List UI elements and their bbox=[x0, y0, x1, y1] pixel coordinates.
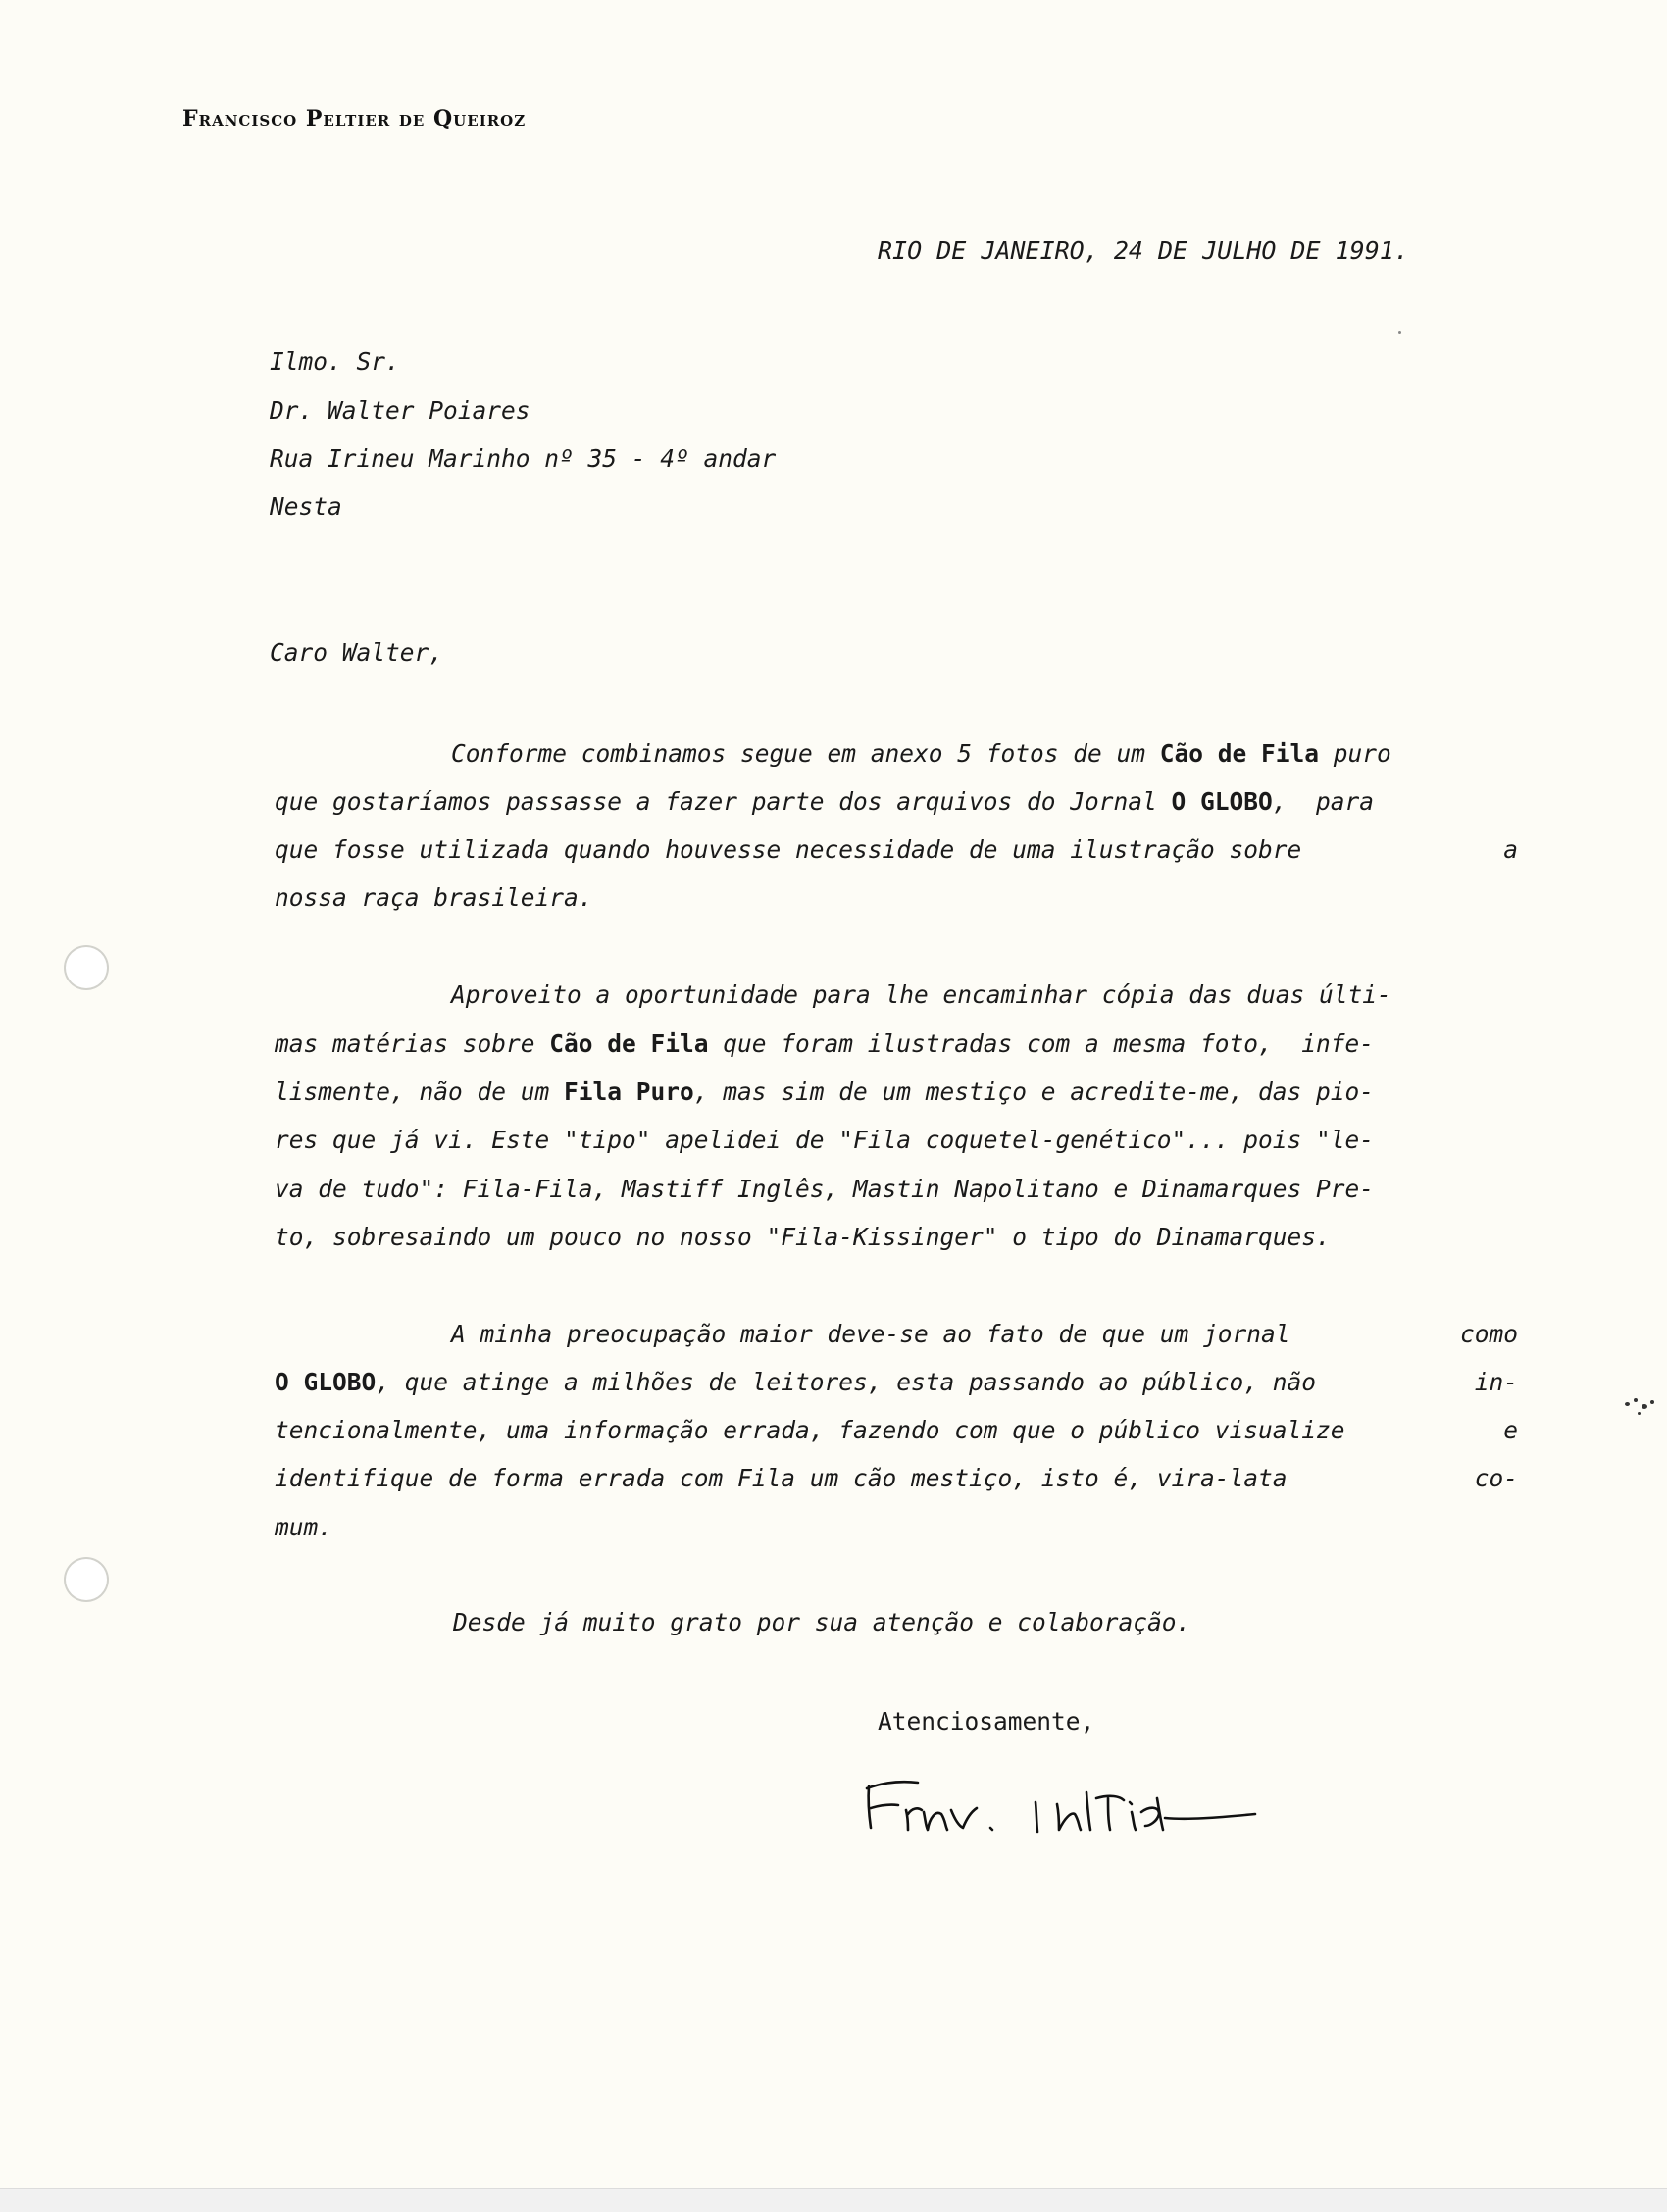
paragraph-3-line-3: tencionalmente, uma informação errada, fazendo com que o público visualize e bbox=[275, 1416, 1518, 1444]
recipient-line-2: Dr. Walter Poiares bbox=[270, 396, 530, 425]
recipient-line-1: Ilmo. Sr. bbox=[270, 347, 400, 376]
emphasis-o-globo: O GLOBO bbox=[1171, 787, 1273, 816]
ink-speck bbox=[1642, 1404, 1647, 1409]
letterhead: Francisco Peltier de Queiroz bbox=[182, 106, 527, 131]
paragraph-2-line-4: res que já vi. Este "tipo" apelidei de "Fila coquetel-genético"... pois "le- bbox=[275, 1126, 1375, 1154]
paragraph-2-line-6: to, sobresaindo um pouco no nosso "Fila-Kissinger" o tipo do Dinamarques. bbox=[275, 1223, 1331, 1251]
paragraph-1-line-3: que fosse utilizada quando houvesse necessidade de uma ilustração sobre a bbox=[275, 835, 1518, 864]
recipient-line-4: Nesta bbox=[270, 492, 342, 521]
paragraph-1-line-1: Conforme combinamos segue em anexo 5 fotos de um Cão de Fila puro bbox=[451, 739, 1391, 768]
date-line: RIO DE JANEIRO, 24 DE JULHO DE 1991. bbox=[878, 236, 1409, 265]
recipient-line-3: Rua Irineu Marinho nº 35 - 4º andar bbox=[270, 444, 777, 473]
ink-speck bbox=[1398, 331, 1401, 334]
punch-hole bbox=[64, 945, 109, 990]
scan-bottom-strip bbox=[0, 2188, 1667, 2212]
signature-drawing bbox=[863, 1753, 1334, 1841]
closing-line: Desde já muito grato por sua atenção e colaboração. bbox=[453, 1608, 1191, 1636]
emphasis-cao-de-fila-2: Cão de Fila bbox=[549, 1030, 709, 1058]
emphasis-cao-de-fila: Cão de Fila bbox=[1159, 739, 1320, 768]
paragraph-3-line-4: identifique de forma errada com Fila um cão mestiço, isto é, vira-lata co- bbox=[275, 1464, 1518, 1492]
paragraph-2-line-2: mas matérias sobre Cão de Fila que foram ilustradas com a mesma foto, infe- bbox=[275, 1030, 1375, 1058]
ink-speck bbox=[1638, 1412, 1641, 1415]
paragraph-1-line-2: que gostaríamos passasse a fazer parte dos arquivos do Jornal O GLOBO, para bbox=[275, 787, 1375, 816]
ink-speck bbox=[1650, 1400, 1654, 1404]
paragraph-2-line-5: va de tudo": Fila-Fila, Mastiff Inglês, Mastin Napolitano e Dinamarques Pre- bbox=[275, 1175, 1375, 1203]
paragraph-3-line-1: A minha preocupação maior deve-se ao fato de que um jornal como bbox=[451, 1320, 1518, 1348]
ink-speck bbox=[1634, 1398, 1638, 1402]
paragraph-3-line-5: mum. bbox=[275, 1513, 333, 1541]
paragraph-1-line-4: nossa raça brasileira. bbox=[275, 883, 593, 912]
ink-speck bbox=[1625, 1402, 1630, 1406]
emphasis-fila-puro: Fila Puro bbox=[564, 1078, 694, 1106]
paragraph-3-line-2: O GLOBO, que atinge a milhões de leitores, esta passando ao público, não in- bbox=[275, 1368, 1518, 1396]
paragraph-2-line-1: Aproveito a oportunidade para lhe encaminhar cópia das duas últi- bbox=[451, 980, 1391, 1009]
paragraph-2-line-3: lismente, não de um Fila Puro, mas sim de um mestiço e acredite-me, das pio- bbox=[275, 1078, 1375, 1106]
salutation: Caro Walter, bbox=[270, 638, 444, 667]
emphasis-o-globo-2: O GLOBO bbox=[275, 1368, 377, 1396]
sign-off: Atenciosamente, bbox=[878, 1707, 1095, 1735]
punch-hole bbox=[64, 1557, 109, 1602]
handwritten-signature bbox=[863, 1753, 1334, 1845]
